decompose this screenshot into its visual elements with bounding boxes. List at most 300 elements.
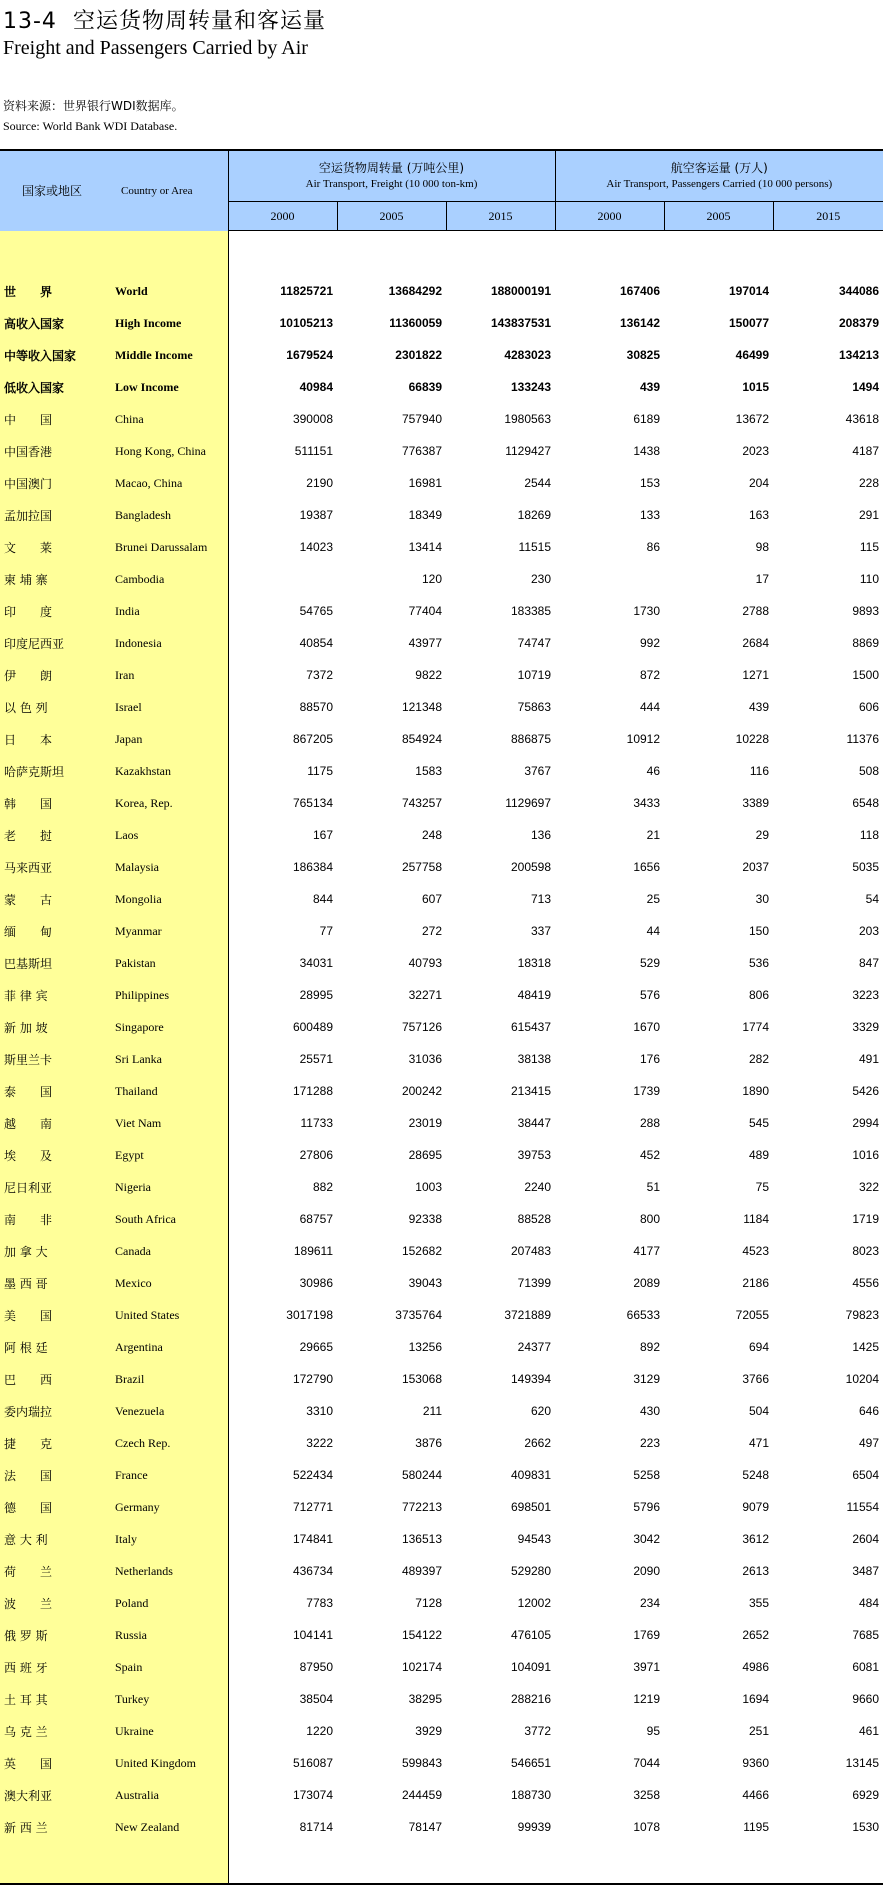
passengers-value: 1656 [633, 860, 661, 874]
freight-value: 844 [312, 892, 333, 906]
country-name-en: Korea, Rep. [113, 787, 228, 819]
freight-value: 213415 [510, 1084, 552, 1098]
country-name-cn: 韩 国 [0, 787, 113, 819]
passengers-value: 5248 [742, 1468, 770, 1482]
country-name-en: Brazil [113, 1363, 228, 1395]
freight-value: 713 [531, 892, 552, 906]
freight-value: 14023 [299, 540, 333, 554]
freight-value: 104091 [510, 1660, 552, 1674]
country-name-en: Ukraine [113, 1715, 228, 1747]
country-name-en: Hong Kong, China [113, 435, 228, 467]
country-name-en: Netherlands [113, 1555, 228, 1587]
freight-value: 207483 [510, 1244, 552, 1258]
freight-value: 99939 [517, 1820, 552, 1834]
passengers-value: 1184 [743, 1212, 770, 1226]
country-name-cn: 墨 西 哥 [0, 1267, 113, 1299]
freight-value: 24377 [517, 1340, 552, 1354]
country-name-en: Australia [113, 1779, 228, 1811]
table-row [0, 1683, 883, 1715]
passengers-value: 497 [859, 1436, 880, 1450]
table-row [0, 1491, 883, 1523]
passengers-value: 6081 [852, 1660, 880, 1674]
table-row [0, 1075, 883, 1107]
country-name-en: Czech Rep. [113, 1427, 228, 1459]
passengers-value: 43618 [845, 412, 880, 426]
country-name-cn: 伊 朗 [0, 659, 113, 691]
passengers-value: 439 [640, 380, 661, 394]
country-name-cn: 英 国 [0, 1747, 113, 1779]
table-row [0, 723, 883, 755]
spacer-row [0, 231, 883, 276]
country-name-en: Russia [113, 1619, 228, 1651]
table-row [0, 979, 883, 1011]
header-country-en: Country or Area [113, 150, 228, 231]
freight-value: 48419 [517, 988, 552, 1002]
country-name-cn: 低收入国家 [0, 371, 113, 403]
country-name-en: United States [113, 1299, 228, 1331]
country-name-cn: 印度尼西亚 [0, 627, 113, 659]
passengers-value: 46 [646, 764, 661, 778]
freight-value: 71399 [517, 1276, 552, 1290]
passengers-value: 86 [646, 540, 661, 554]
freight-value: 757126 [401, 1020, 442, 1034]
country-name-cn: 缅 甸 [0, 915, 113, 947]
freight-value: 1129427 [505, 444, 552, 458]
freight-value: 882 [312, 1180, 333, 1194]
passengers-value: 4523 [742, 1244, 770, 1258]
passengers-value: 322 [859, 1180, 880, 1194]
passengers-value: 545 [749, 1116, 770, 1130]
table-row [0, 1555, 883, 1587]
country-name-cn: 菲 律 宾 [0, 979, 113, 1011]
passengers-value: 2994 [852, 1116, 880, 1130]
header-year: 2015 [446, 202, 555, 231]
country-name-en: Middle Income [113, 339, 228, 371]
table-row [0, 819, 883, 851]
country-name-cn: 马来西亚 [0, 851, 113, 883]
country-name-cn: 法 国 [0, 1459, 113, 1491]
freight-value: 149394 [510, 1372, 552, 1386]
passengers-value: 234 [640, 1596, 661, 1610]
freight-value: 599843 [401, 1756, 442, 1770]
freight-value: 38295 [408, 1692, 442, 1706]
passengers-value: 1438 [633, 444, 661, 458]
passengers-value: 3329 [852, 1020, 880, 1034]
passengers-value: 444 [640, 700, 661, 714]
freight-value: 54765 [299, 604, 333, 618]
table-row [0, 275, 883, 307]
freight-value: 3767 [524, 764, 552, 778]
freight-value: 9822 [415, 668, 442, 682]
country-name-en: Singapore [113, 1011, 228, 1043]
freight-value: 11733 [300, 1116, 333, 1130]
table-row [0, 1523, 883, 1555]
freight-value: 25571 [299, 1052, 333, 1066]
passengers-value: 3487 [852, 1564, 880, 1578]
freight-value: 188730 [510, 1788, 552, 1802]
freight-value: 18318 [517, 956, 552, 970]
freight-value: 615437 [510, 1020, 552, 1034]
freight-value: 7128 [415, 1596, 442, 1610]
freight-value: 153068 [401, 1372, 442, 1386]
country-name-cn: 中国澳门 [0, 467, 113, 499]
passengers-value: 10228 [735, 732, 770, 746]
freight-value: 11515 [518, 540, 552, 554]
header-freight-cn: 空运货物周转量 (万吨公里) [318, 161, 465, 176]
freight-value: 757940 [401, 412, 442, 426]
freight-value: 87950 [299, 1660, 333, 1674]
table-row [0, 1459, 883, 1491]
passengers-value: 8869 [852, 636, 880, 650]
country-name-cn: 阿 根 廷 [0, 1331, 113, 1363]
passengers-value: 223 [640, 1436, 661, 1450]
freight-value: 1980563 [504, 412, 552, 426]
passengers-value: 430 [640, 1404, 661, 1418]
passengers-value: 694 [749, 1340, 770, 1354]
passengers-value: 163 [749, 508, 770, 522]
country-name-cn: 委内瑞拉 [0, 1395, 113, 1427]
freight-value: 11360059 [389, 316, 442, 330]
table-row [0, 1715, 883, 1747]
freight-value: 1175 [307, 764, 333, 778]
freight-value: 529280 [510, 1564, 552, 1578]
passengers-value: 150077 [728, 316, 770, 330]
table-row [0, 467, 883, 499]
freight-value: 272 [421, 924, 442, 938]
freight-value: 489397 [401, 1564, 442, 1578]
freight-value: 77 [319, 924, 333, 938]
passengers-value: 344086 [838, 284, 880, 298]
country-name-en: Macao, China [113, 467, 228, 499]
table-row [0, 627, 883, 659]
country-name-en: Philippines [113, 979, 228, 1011]
passengers-value: 30 [755, 892, 770, 906]
table-row [0, 1363, 883, 1395]
passengers-value: 10912 [626, 732, 661, 746]
freight-value: 2190 [306, 476, 333, 490]
country-name-en: India [113, 595, 228, 627]
freight-value: 16981 [408, 476, 442, 490]
country-name-en: Myanmar [113, 915, 228, 947]
freight-value: 3721889 [504, 1308, 552, 1322]
table-row [0, 499, 883, 531]
country-name-en: Bangladesh [113, 499, 228, 531]
passengers-value: 44 [646, 924, 661, 938]
country-name-cn: 哈萨克斯坦 [0, 755, 113, 787]
table-row [0, 1331, 883, 1363]
country-name-en: Spain [113, 1651, 228, 1683]
passengers-value: 3433 [633, 796, 661, 810]
country-name-en: Argentina [113, 1331, 228, 1363]
source-note-cn: 资料来源：世界银行WDI数据库。 [3, 99, 184, 113]
country-name-cn: 新 西 兰 [0, 1811, 113, 1843]
header-passengers-group [555, 150, 883, 202]
freight-value: 88528 [517, 1212, 552, 1226]
freight-value: 1129697 [505, 796, 552, 810]
freight-value: 39043 [408, 1276, 442, 1290]
country-name-cn: 俄 罗 斯 [0, 1619, 113, 1651]
passengers-value: 484 [859, 1596, 880, 1610]
table-row [0, 659, 883, 691]
freight-value: 3310 [306, 1404, 333, 1418]
freight-value: 104141 [292, 1628, 333, 1642]
country-name-en: World [113, 275, 228, 307]
freight-value: 31036 [408, 1052, 442, 1066]
header-freight-en: Air Transport, Freight (10 000 ton-km) [305, 177, 478, 190]
freight-value: 12002 [517, 1596, 552, 1610]
country-name-en: South Africa [113, 1203, 228, 1235]
freight-value: 409831 [510, 1468, 552, 1482]
passengers-value: 1739 [633, 1084, 661, 1098]
passengers-value: 228 [859, 476, 880, 490]
passengers-value: 72055 [735, 1308, 770, 1322]
table-row [0, 1427, 883, 1459]
freight-value: 133243 [510, 380, 552, 394]
table-row [0, 371, 883, 403]
freight-value: 7372 [306, 668, 333, 682]
country-name-en: Pakistan [113, 947, 228, 979]
table-row [0, 1811, 883, 1843]
passengers-value: 288 [640, 1116, 661, 1130]
passengers-value: 203 [859, 924, 880, 938]
freight-value: 436734 [292, 1564, 333, 1578]
passengers-value: 150 [749, 924, 770, 938]
header-year: 2000 [228, 202, 337, 231]
table-row [0, 1107, 883, 1139]
country-name-cn: 西 班 牙 [0, 1651, 113, 1683]
passengers-value: 1670 [633, 1020, 661, 1034]
country-name-en: Kazakhstan [113, 755, 228, 787]
country-name-en: United Kingdom [113, 1747, 228, 1779]
table-row [0, 787, 883, 819]
freight-value: 66839 [408, 380, 442, 394]
table-row [0, 1619, 883, 1651]
passengers-value: 208379 [838, 316, 880, 330]
passengers-value: 1694 [742, 1692, 770, 1706]
freight-value: 3017198 [286, 1308, 333, 1322]
passengers-value: 11376 [846, 732, 880, 746]
freight-value: 39753 [517, 1148, 552, 1162]
table-row [0, 1235, 883, 1267]
passengers-value: 1078 [633, 1820, 661, 1834]
country-name-cn: 高收入国家 [0, 307, 113, 339]
passengers-value: 5035 [852, 860, 880, 874]
freight-value: 189611 [293, 1244, 333, 1258]
passengers-value: 508 [859, 764, 880, 778]
passengers-value: 251 [749, 1724, 770, 1738]
country-name-cn: 新 加 坡 [0, 1011, 113, 1043]
freight-value: 38447 [517, 1116, 552, 1130]
header-year: 2005 [337, 202, 446, 231]
country-name-cn: 乌 克 兰 [0, 1715, 113, 1747]
passengers-value: 204 [749, 476, 770, 490]
passengers-value: 11554 [846, 1500, 880, 1514]
passengers-value: 1015 [742, 380, 770, 394]
freight-value: 38138 [517, 1052, 552, 1066]
freight-value: 172790 [292, 1372, 333, 1386]
header-year: 2015 [773, 202, 883, 231]
passengers-value: 13145 [845, 1756, 880, 1770]
passengers-value: 1425 [852, 1340, 880, 1354]
passengers-value: 176 [640, 1052, 661, 1066]
freight-value: 94543 [517, 1532, 552, 1546]
freight-value: 743257 [401, 796, 442, 810]
passengers-value: 646 [859, 1404, 880, 1418]
country-name-en: Italy [113, 1523, 228, 1555]
country-name-cn: 加 拿 大 [0, 1235, 113, 1267]
passengers-value: 847 [859, 956, 880, 970]
passengers-value: 79823 [845, 1308, 880, 1322]
freight-value: 337 [531, 924, 552, 938]
passengers-value: 1719 [852, 1212, 880, 1226]
freight-value: 77404 [408, 604, 442, 618]
passengers-value: 136142 [619, 316, 661, 330]
freight-value: 34031 [299, 956, 333, 970]
title-cn-text: 空运货物周转量和客运量 [73, 9, 327, 34]
freight-value: 18269 [517, 508, 552, 522]
country-name-cn: 尼日利亚 [0, 1171, 113, 1203]
country-name-cn: 印 度 [0, 595, 113, 627]
freight-value: 13256 [408, 1340, 442, 1354]
freight-value: 200242 [401, 1084, 442, 1098]
passengers-value: 3042 [633, 1532, 661, 1546]
table-row [0, 1011, 883, 1043]
country-name-en: Japan [113, 723, 228, 755]
passengers-value: 471 [749, 1436, 770, 1450]
table-row [0, 691, 883, 723]
passengers-value: 1494 [852, 380, 880, 394]
country-name-en: Poland [113, 1587, 228, 1619]
freight-value: 522434 [292, 1468, 333, 1482]
passengers-value: 489 [749, 1148, 770, 1162]
freight-value: 288216 [510, 1692, 552, 1706]
passengers-value: 5258 [633, 1468, 661, 1482]
passengers-value: 75 [755, 1180, 770, 1194]
freight-value: 136 [531, 828, 552, 842]
table-row [0, 1395, 883, 1427]
freight-value: 92338 [408, 1212, 442, 1226]
freight-value: 1003 [415, 1180, 442, 1194]
passengers-value: 2613 [742, 1564, 770, 1578]
table-row [0, 1139, 883, 1171]
freight-value: 511151 [294, 444, 333, 458]
passengers-value: 8023 [852, 1244, 880, 1258]
country-name-en: Israel [113, 691, 228, 723]
table-row [0, 1651, 883, 1683]
passengers-value: 2090 [633, 1564, 661, 1578]
country-name-en: Iran [113, 659, 228, 691]
freight-value: 620 [531, 1404, 552, 1418]
country-name-en: Mongolia [113, 883, 228, 915]
freight-value: 102174 [401, 1660, 442, 1674]
country-name-en: Germany [113, 1491, 228, 1523]
passengers-value: 9360 [742, 1756, 770, 1770]
freight-value: 230 [531, 572, 552, 586]
freight-value: 183385 [510, 604, 552, 618]
table-row [0, 563, 883, 595]
passengers-value: 118 [859, 828, 880, 842]
passengers-value: 6504 [852, 1468, 880, 1482]
passengers-value: 2652 [742, 1628, 770, 1642]
freight-value: 136513 [401, 1532, 442, 1546]
country-name-en: Malaysia [113, 851, 228, 883]
country-name-en: Nigeria [113, 1171, 228, 1203]
freight-value: 13414 [408, 540, 442, 554]
passengers-value: 439 [749, 700, 770, 714]
passengers-value: 4556 [852, 1276, 880, 1290]
passengers-value: 7685 [852, 1628, 880, 1642]
freight-value: 32271 [408, 988, 442, 1002]
passengers-value: 3389 [742, 796, 770, 810]
freight-value: 580244 [401, 1468, 442, 1482]
freight-value: 188000191 [490, 284, 552, 298]
header-freight-group [228, 150, 555, 202]
country-name-en: Turkey [113, 1683, 228, 1715]
country-name-en: Brunei Darussalam [113, 531, 228, 563]
freight-value: 2662 [524, 1436, 552, 1450]
header-year: 2005 [664, 202, 773, 231]
page-title-en: Freight and Passengers Carried by Air [3, 37, 308, 59]
data-table [0, 149, 883, 1885]
page-title-cn [3, 4, 326, 35]
passengers-value: 134213 [838, 348, 880, 362]
freight-value [228, 563, 337, 595]
country-name-en: Cambodia [113, 563, 228, 595]
country-name-cn: 澳大利亚 [0, 1779, 113, 1811]
country-name-cn: 中国香港 [0, 435, 113, 467]
freight-value: 78147 [408, 1820, 442, 1834]
passengers-value: 7044 [633, 1756, 661, 1770]
freight-value: 3876 [415, 1436, 442, 1450]
table-row [0, 915, 883, 947]
table-row [0, 307, 883, 339]
passengers-value: 29 [755, 828, 770, 842]
passengers-value: 355 [749, 1596, 770, 1610]
passengers-value: 5426 [852, 1084, 880, 1098]
freight-value: 200598 [510, 860, 552, 874]
freight-value: 43977 [408, 636, 442, 650]
freight-value: 712771 [292, 1500, 333, 1514]
country-name-cn: 意 大 利 [0, 1523, 113, 1555]
passengers-value: 576 [640, 988, 661, 1002]
header-year: 2000 [555, 202, 664, 231]
country-name-en: Venezuela [113, 1395, 228, 1427]
country-name-cn: 土 耳 其 [0, 1683, 113, 1715]
country-name-en: China [113, 403, 228, 435]
freight-value: 867205 [292, 732, 333, 746]
passengers-value: 17 [755, 572, 770, 586]
freight-value: 171288 [292, 1084, 333, 1098]
freight-value: 167 [312, 828, 333, 842]
passengers-value: 2023 [742, 444, 770, 458]
table-row [0, 339, 883, 371]
country-name-cn: 美 国 [0, 1299, 113, 1331]
freight-value: 1220 [306, 1724, 333, 1738]
country-name-cn: 越 南 [0, 1107, 113, 1139]
passengers-value: 3129 [633, 1372, 661, 1386]
country-name-en: New Zealand [113, 1811, 228, 1843]
passengers-value: 1271 [742, 668, 770, 682]
freight-value: 154122 [401, 1628, 442, 1642]
freight-value: 18349 [408, 508, 442, 522]
freight-value: 75863 [517, 700, 552, 714]
table-row [0, 1747, 883, 1779]
passengers-value: 153 [640, 476, 661, 490]
table-row [0, 595, 883, 627]
table-row [0, 531, 883, 563]
freight-value: 3929 [415, 1724, 442, 1738]
passengers-value: 54 [865, 892, 880, 906]
